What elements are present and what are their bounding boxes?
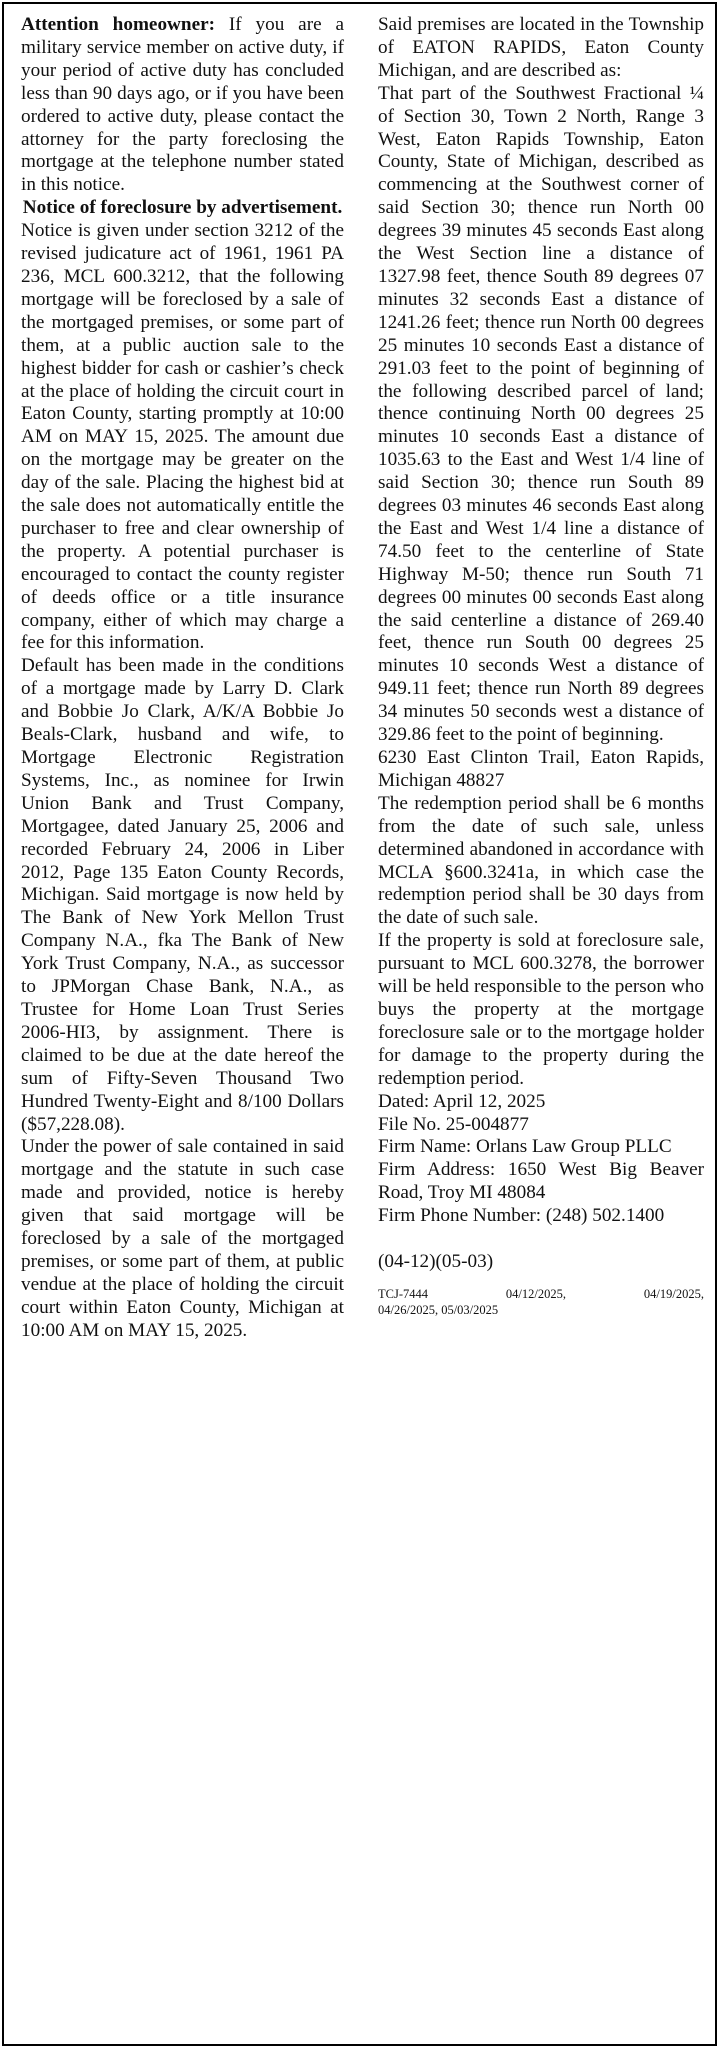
dated-line: Dated: April 12, 2025 (378, 1090, 546, 1112)
left-column (21, 14, 344, 1343)
ad-footer (378, 1286, 704, 1318)
run-dates-range: (04-12)(05-03) (378, 1251, 494, 1273)
legal-description-paragraph: That part of the Southwest Fractional ¼ of Section 30, Town 2 North, Range 3 West, Eaton Rapids Township, Eaton County, State of Michigan, described as commencing at the Southwest corner of said Section 30; thence run North 00 degrees 39 minutes 45 seconds East along the West Section line a distance of 1327.98 feet, thence South 89 degrees 07 minutes 32 seconds East a distance of 1241.26 feet; thence run North 00 degrees 25 minutes 10 seconds East a distance of 291.03 feet to the point of beginning of the following described parcel of land; thence continuing North 00 degrees 25 minutes 10 seconds East a distance of 1035.63 to the East and West 1/4 line of said Section 30; thence run South 89 degrees 03 minutes 46 seconds East along the East and West 1/4 line a distance of 74.50 feet to the centerline of State Highway M-50; thence run South 71 degrees 00 minutes 00 seconds East along the said centerline a distance of 269.40 feet, thence run South 00 degrees 25 minutes 10 seconds West a distance of 949.11 feet; thence run North 89 degrees 34 minutes 50 seconds west a distance of 329.86 feet to the point of beginning. (378, 82, 704, 746)
redemption-paragraph: The redemption period shall be 6 months from the date of such sale, unless determined abandoned in accordance with MCLA §600.3241a, in which case the redemption period shall be 30 days from the date of such sale. (378, 792, 704, 929)
liability-paragraph: If the property is sold at foreclosure sale, pursuant to MCL 600.3278, the borrower will be held responsible to the person who buys the property at the mortgage foreclosure sale or to the mortgage holder for damage to the property during the redemption period. (378, 930, 704, 1089)
ad-footer-line-2: 04/26/2025, 05/03/2025 (378, 1302, 499, 1317)
spacer (378, 1228, 704, 1251)
attention-label: Attention homeowner: (21, 14, 215, 35)
notice-paragraph: Notice is given under section 3212 of the revised judicature act of 1961, 1961 PA 236, MCL 600.3212, that the following mortgage will be foreclosed by a sale of the mortgaged premises, or some part of them, at a public auction sale to the highest bidder for cash or cashier’s check at the place of holding the circuit court in Eaton County, starting promptly at 10:00 AM on MAY 15, 2025. The amount due on the mortgage may be greater on the day of the sale. Placing the highest bid at the sale does not automatically entitle the purchaser to free and clear ownership of the property. A potential purchaser is encouraged to contact the county register of deeds office or a title insurance company, either of which may charge a fee for this information. (21, 220, 344, 654)
file-number: File No. 25-004877 (378, 1113, 529, 1135)
attention-paragraph (21, 14, 344, 197)
firm-phone: Firm Phone Number: (248) 502.1400 (378, 1205, 665, 1227)
firm-address: Firm Address: 1650 West Big Beaver Road, Troy MI 48084 (378, 1159, 704, 1204)
ad-date-2: 04/19/2025, (643, 1286, 704, 1301)
ad-footer-line-1 (378, 1286, 704, 1302)
attention-text: If you are a military service member on active duty, if your period of active duty has concluded less than 90 days ago, or if you have been ordered to active duty, please contact the attorney for the party foreclosing the mortgage at the telephone number stated in this notice. (21, 14, 344, 196)
default-paragraph: Default has been made in the conditions of a mortgage made by Larry D. Clark and Bobbie Jo Clark, A/K/A Bobbie Jo Beals-Clark, husband and wife, to Mortgage Electronic Registration Systems, Inc., as nominee for Irwin Union Bank and Trust Company, Mortgagee, dated January 25, 2006 and recorded February 24, 2006 in Liber 2012, Page 135 Eaton County Records, Michigan. Said mortgage is now held by The Bank of New York Mellon Trust Company N.A., fka The Bank of New York Trust Company, N.A., as successor to JPMorgan Chase Bank, N.A., as Trustee for Home Loan Trust Series 2006-HI3, by assignment. There is claimed to be due at the date hereof the sum of Fifty-Seven Thousand Two Hundred Twenty-Eight and 8/100 Dollars ($57,228.08). (21, 655, 344, 1135)
legal-notice-frame (2, 2, 717, 2046)
ad-id: TCJ-7444 (378, 1286, 428, 1301)
ad-date-1: 04/12/2025, (505, 1286, 566, 1301)
premises-location-paragraph: Said premises are located in the Township of EATON RAPIDS, Eaton County Michigan, and are described as: (378, 14, 704, 81)
property-address: 6230 East Clinton Trail, Eaton Rapids, Michigan 48827 (378, 747, 704, 791)
firm-name: Firm Name: Orlans Law Group PLLC (378, 1136, 672, 1158)
power-of-sale-paragraph: Under the power of sale contained in said mortgage and the statute in such case made and provided, notice is hereby given that said mortgage will be foreclosed by a sale of the mortgaged premises, or some part of them, at public vendue at the place of holding the circuit court within Eaton County, Michigan at 10:00 AM on MAY 15, 2025. (21, 1136, 344, 1341)
notice-heading: Notice of foreclosure by advertisement. (22, 197, 343, 219)
right-column (378, 14, 704, 1318)
